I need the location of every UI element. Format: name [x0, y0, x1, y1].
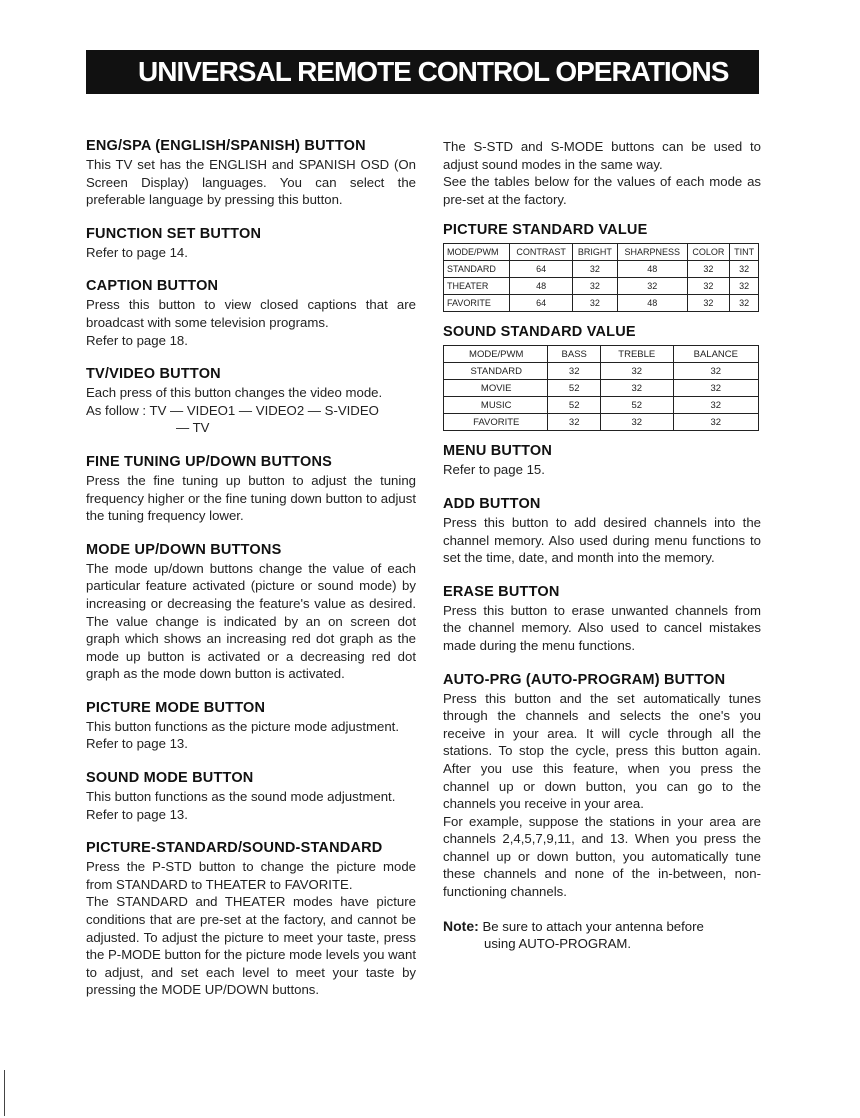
section-body: Each press of this button changes the video mode.: [86, 385, 383, 401]
section-body: As follow : TV — VIDEO1 — VIDEO2 — S-VIDEO: [86, 402, 379, 418]
picture-standard-table: [443, 243, 759, 312]
table-cell: THEATER: [444, 278, 510, 295]
table-row: [444, 380, 759, 397]
section-body: Refer to page 18.: [86, 332, 188, 348]
table-cell: 32: [687, 278, 730, 295]
table-cell: 32: [572, 295, 617, 312]
section-heading: FUNCTION SET BUTTON: [86, 225, 262, 242]
section-picture-mode: [86, 700, 416, 753]
section-body: Refer to page 14.: [86, 244, 188, 260]
table-cell: 32: [548, 363, 601, 380]
table-header-row: [444, 244, 759, 261]
section-body: Press this button and the set automatically tunes through the channels and selects the one's you receive in your area. It will cycle through all the stations. To stop the cycle, press this button again. After you use this feature, when you press the channel up or down button, you can go to the channels you receive in your area.: [443, 690, 761, 812]
table-cell: 32: [730, 261, 759, 278]
section-auto-prg: [443, 672, 761, 901]
section-body: Press this button to erase unwanted channels from the channel memory. Also used to cancel mistakes made during the menu functions.: [443, 602, 761, 653]
table-row: [444, 295, 759, 312]
table-heading: SOUND STANDARD VALUE: [443, 324, 636, 341]
intro-text: See the tables below for the values of each mode as pre-set at the factory.: [443, 174, 761, 207]
section-body: For example, suppose the stations in your area are channels 2,4,5,7,9,11, and 13. When you press the channel up or down button, you automatically tune these channels and none of the in-between, non-functioning channels.: [443, 813, 761, 900]
scan-edge-line: [4, 1070, 5, 1116]
table-cell: FAVORITE: [444, 295, 510, 312]
table-row: [444, 397, 759, 414]
section-caption: [86, 278, 416, 349]
table-cell: 32: [572, 261, 617, 278]
section-body: — TV: [176, 420, 210, 436]
section-menu: [443, 443, 761, 479]
column-header: COLOR: [687, 244, 730, 261]
table-cell: STANDARD: [444, 261, 510, 278]
section-body: Press this button to add desired channels into the channel memory. Also used during menu functions to set the time, date, and month into the memory.: [443, 514, 761, 566]
table-cell: 32: [730, 278, 759, 295]
table-cell: 48: [617, 295, 687, 312]
table-cell: 52: [548, 380, 601, 397]
column-header: BALANCE: [673, 346, 758, 363]
sound-standard-table: [443, 345, 759, 431]
section-fine-tuning: [86, 454, 416, 525]
column-header: TINT: [730, 244, 759, 261]
section-body: Press the fine tuning up button to adjust the tuning frequency higher or the fine tuning down button to adjust the tuning frequency lower.: [86, 472, 416, 524]
table-cell: MUSIC: [444, 397, 548, 414]
section-heading: CAPTION BUTTON: [86, 278, 219, 295]
section-add: [443, 496, 761, 567]
section-body: This button functions as the sound mode adjustment.: [86, 789, 396, 805]
section-heading: PICTURE MODE BUTTON: [86, 699, 266, 716]
table-cell: 32: [548, 414, 601, 431]
table-cell: 32: [673, 380, 758, 397]
section-heading: FINE TUNING UP/DOWN BUTTONS: [86, 453, 332, 470]
section-heading: MODE UP/DOWN BUTTONS: [86, 541, 282, 558]
table-cell: 32: [687, 261, 730, 278]
table-cell: 64: [510, 261, 573, 278]
table-cell: 64: [510, 295, 573, 312]
table-cell: FAVORITE: [444, 414, 548, 431]
column-header: CONTRAST: [510, 244, 573, 261]
section-body: This TV set has the ENGLISH and SPANISH OSD (On Screen Display) languages. You can select the preferable language by pressing this button.: [86, 157, 416, 208]
table-cell: 32: [600, 380, 673, 397]
table-row: [444, 278, 759, 295]
section-body: The mode up/down buttons change the value of each particular feature activated (picture or sound mode) by increasing or decreasing the feature's value as desired. The value change is indicated by an on screen dot graph which shows an increasing red dot graph as the mode up button is activated or a decreasing red dot graph as the mode down button is activated.: [86, 560, 416, 682]
section-heading: ERASE BUTTON: [443, 583, 560, 600]
section-heading: MENU BUTTON: [443, 443, 553, 460]
note-block: [443, 918, 761, 953]
table-row: [444, 363, 759, 380]
table-cell: STANDARD: [444, 363, 548, 380]
section-body: Refer to page 13.: [86, 806, 188, 822]
page-title-banner: [86, 50, 759, 94]
section-heading: PICTURE-STANDARD/SOUND-STANDARD: [86, 840, 383, 857]
table-cell: 32: [600, 414, 673, 431]
column-header: TREBLE: [600, 346, 673, 363]
section-erase: [443, 584, 761, 655]
section-picture-sound-standard: [86, 840, 416, 999]
table-cell: 48: [510, 278, 573, 295]
section-body: Press this button to view closed captions that are broadcast with some television programs.: [86, 297, 416, 330]
section-picture-table: [443, 222, 761, 312]
note-label: Note:: [443, 917, 479, 934]
page-title: UNIVERSAL REMOTE CONTROL OPERATIONS: [138, 56, 729, 87]
column-header: MODE/PWM: [444, 346, 548, 363]
table-cell: 32: [673, 397, 758, 414]
section-body: Press the P-STD button to change the picture mode from STANDARD to THEATER to FAVORITE.: [86, 859, 416, 892]
table-row: [444, 261, 759, 278]
table-cell: 32: [600, 363, 673, 380]
column-header: BRIGHT: [572, 244, 617, 261]
note-text: Be sure to attach your antenna before: [482, 918, 704, 934]
left-column: [86, 138, 416, 1016]
table-cell: 32: [572, 278, 617, 295]
section-mode-up-down: [86, 542, 416, 683]
table-cell: 52: [600, 397, 673, 414]
table-cell: 32: [730, 295, 759, 312]
section-body: Refer to page 15.: [443, 462, 545, 478]
section-heading: TV/VIDEO BUTTON: [86, 366, 221, 383]
section-tv-video: [86, 366, 416, 437]
table-cell: 32: [673, 414, 758, 431]
table-cell: 52: [548, 397, 601, 414]
section-body: This button functions as the picture mode adjustment.: [86, 718, 400, 734]
column-header: BASS: [548, 346, 601, 363]
table-heading: PICTURE STANDARD VALUE: [443, 222, 648, 239]
table-header-row: [444, 346, 759, 363]
table-row: [444, 414, 759, 431]
section-body: Refer to page 13.: [86, 736, 188, 752]
section-sound-mode: [86, 770, 416, 823]
table-cell: 32: [617, 278, 687, 295]
section-sound-intro: [443, 138, 761, 208]
section-heading: AUTO-PRG (AUTO-PROGRAM) BUTTON: [443, 671, 726, 688]
section-heading: SOUND MODE BUTTON: [86, 770, 254, 787]
intro-text: The S-STD and S-MODE buttons can be used to adjust sound modes in the same way.: [443, 139, 761, 172]
section-heading: ENG/SPA (ENGLISH/SPANISH) BUTTON: [86, 138, 366, 154]
section-body: The STANDARD and THEATER modes have picture conditions that are pre-set at the factory, and cannot be adjusted. To adjust the picture to meet your taste, press the P-MODE button for the picture mode levels you want to adjust, and set each level to meet your taste by pressing the MODE UP/DOWN buttons.: [86, 894, 416, 998]
section-sound-table: [443, 324, 761, 431]
column-header: MODE/PWM: [444, 244, 510, 261]
section-heading: ADD BUTTON: [443, 495, 541, 512]
right-column: [443, 138, 761, 953]
section-function-set: [86, 226, 416, 262]
note-text-continued: using AUTO-PROGRAM.: [484, 936, 632, 952]
section-eng-spa: [86, 138, 416, 209]
table-cell: 32: [687, 295, 730, 312]
table-cell: MOVIE: [444, 380, 548, 397]
table-cell: 32: [673, 363, 758, 380]
column-header: SHARPNESS: [617, 244, 687, 261]
table-cell: 48: [617, 261, 687, 278]
